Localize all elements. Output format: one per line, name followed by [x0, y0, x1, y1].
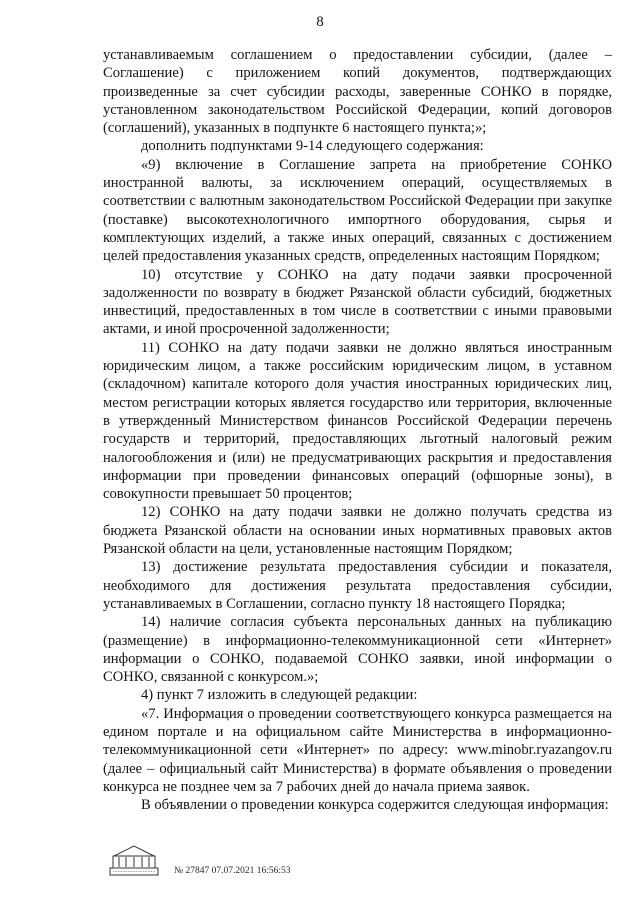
paragraph: В объявлении о проведении конкурса содержится следующая информация: [141, 797, 609, 814]
paragraph: «9) включение в Соглашение запрета на приобретение СОНКО иностранной валюты, за исключением операций, осуществляемых в соответствии с валютным законодательством Российской Федерации при закупке (поставке) высокотехнологичного импортного оборудования, сырья и комплектующих изделий, а также иных операций, связанных с достижением целей предоставления указанных средств, определенных настоящим Порядком; [103, 156, 612, 265]
paragraph: 14) наличие согласия субъекта персональных данных на публикацию (размещение) в информационно-телекоммуникационной сети «Интернет» информации о СОНКО, подаваемой СОНКО заявки, иной информации о СОНКО, связанной с конкурсом.»; [103, 614, 612, 686]
registration-stamp: № 27847 07.07.2021 16:56:53 [174, 866, 291, 876]
document-footer [108, 842, 290, 878]
paragraph: 11) СОНКО на дату подачи заявки не должно являться иностранным юридическим лицом, а также российским юридическим лицом, в уставном (складочном) капитале которого доля участия иностранных юридических лиц, местом регистрации которых является государство или территория, включенные в утвержденный Министерством финансов Российской Федерации перечень государств и территорий, предоставляющих льготный налоговый режим налогообложения и (или) не предусматривающих раскрытия и предоставления информации при проведении финансовых операций (офшорные зоны), в совокупности превышает 50 процентов; [103, 339, 612, 503]
paragraph: устанавливаемым соглашением о предоставлении субсидии, (далее – Соглашение) с приложением копий документов, подтверждающих произведенные за счет субсидии расходы, заверенные СОНКО в порядке, установленном законодательством Российской Федерации, копий договоров (соглашений), указанных в подпункте 6 настоящего пункта;»; [103, 47, 612, 137]
paragraph: дополнить подпунктами 9-14 следующего содержания: [141, 138, 484, 155]
paragraph: 13) достижение результата предоставления субсидии и показателя, необходимого для достижения результата предоставления субсидии, устанавливаемых в Соглашении, согласно пункту 18 настоящего Порядка; [103, 559, 612, 612]
paragraph: 10) отсутствие у СОНКО на дату подачи заявки просроченной задолженности по возврату в бюджет Рязанской области субсидий, бюджетных инвестиций, предоставленных в том числе в соответствии с иными правовыми актами, и иной просроченной задолженности; [103, 266, 612, 338]
paragraph: 4) пункт 7 изложить в следующей редакции: [141, 687, 418, 704]
document-body [103, 46, 612, 814]
paragraph: 12) СОНКО на дату подачи заявки не должно получать средства из бюджета Рязанской области на основании иных нормативных правовых актов Рязанской области на цели, установленные настоящим Порядком; [103, 504, 612, 558]
page-number: 8 [316, 14, 324, 30]
registry-seal-icon [108, 842, 160, 878]
paragraph: «7. Информация о проведении соответствующего конкурса размещается на едином портале и на официальном сайте Министерства в информационно-телекоммуникационной сети «Интернет» по адресу: www.minobr.ryazangov.ru (далее – официальный сайт Министерства) в формате объявления о проведении конкурса не позднее чем за 7 рабочих дней до начала приема заявок. [103, 705, 612, 795]
